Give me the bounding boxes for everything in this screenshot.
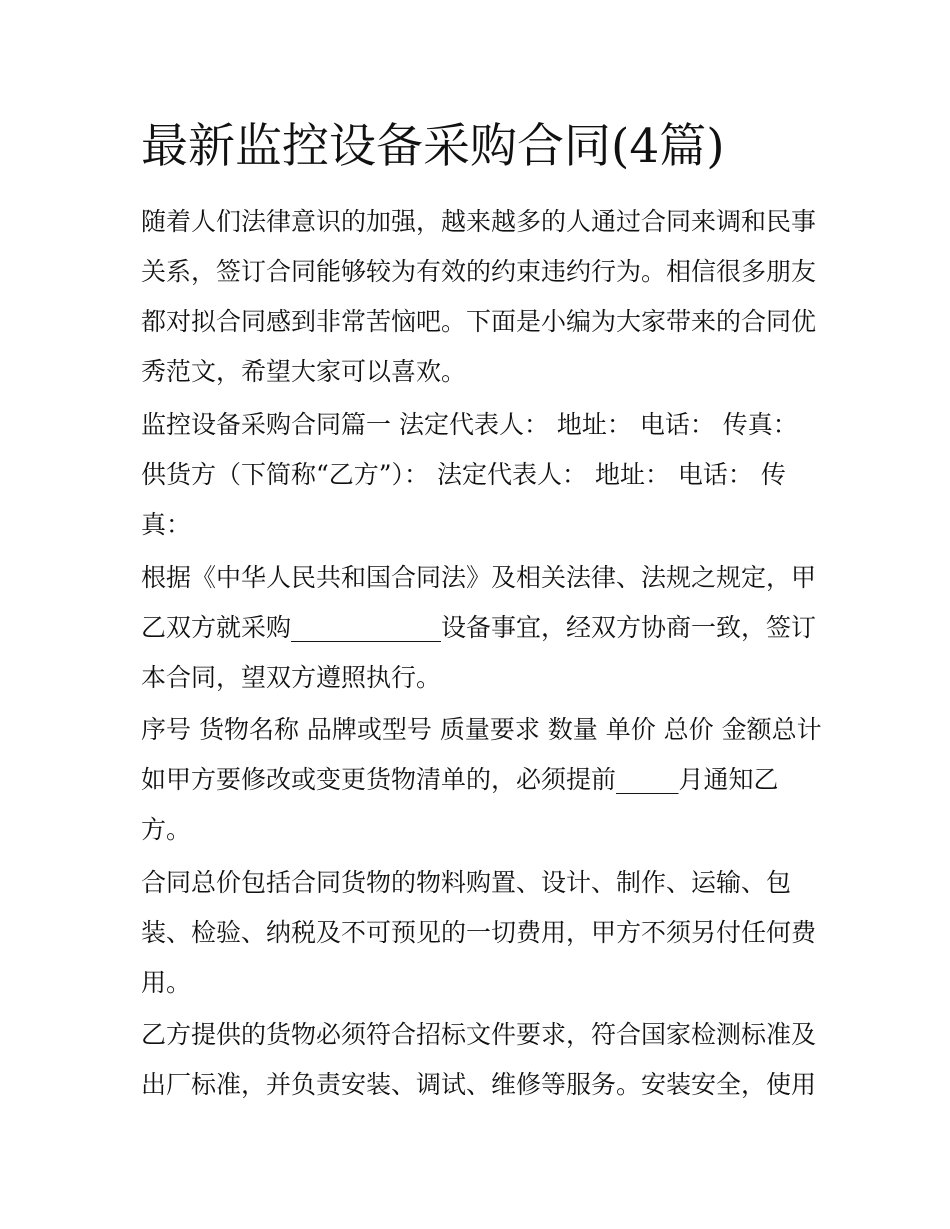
body-line: 真：	[141, 510, 192, 539]
body-line: 用。	[141, 968, 192, 997]
body-line: 乙方提供的货物必须符合招标文件要求，符合国家检测标准及	[141, 1020, 817, 1049]
body-line: 供货方（下简称“乙方”）： 法定代表人： 地址： 电话： 传	[141, 460, 786, 489]
body-line: 都对拟合同感到非常苦恼吧。下面是小编为大家带来的合同优	[141, 307, 817, 336]
table-header-line: 序号 货物名称 品牌或型号 质量要求 数量 单价 总价 金额总计	[141, 715, 822, 744]
body-line: 合同总价包括合同货物的物料购置、设计、制作、运输、包	[141, 868, 792, 897]
body-line: 如甲方要修改或变更货物清单的，必须提前_____月通知乙	[141, 765, 779, 794]
body-line: 装、检验、纳税及不可预见的一切费用，甲方不须另付任何费	[141, 918, 817, 947]
body-line: 乙双方就采购____________设备事宜，经双方协商一致，签订	[141, 613, 817, 642]
body-line: 关系，签订合同能够较为有效的约束违约行为。相信很多朋友	[141, 257, 817, 286]
body-line: 方。	[141, 815, 192, 844]
document-title: 最新监控设备采购合同(4篇)	[141, 119, 725, 174]
body-line: 随着人们法律意识的加强，越来越多的人通过合同来调和民事	[141, 207, 817, 236]
body-line: 出厂标准，并负责安装、调试、维修等服务。安装安全，使用	[141, 1070, 817, 1099]
body-line: 秀范文，希望大家可以喜欢。	[141, 357, 467, 386]
body-line: 本合同，望双方遵照执行。	[141, 663, 442, 692]
body-line: 监控设备采购合同篇一 法定代表人： 地址： 电话： 传真：	[141, 410, 798, 439]
body-line: 根据《中华人民共和国合同法》及相关法律、法规之规定，甲	[141, 563, 817, 592]
